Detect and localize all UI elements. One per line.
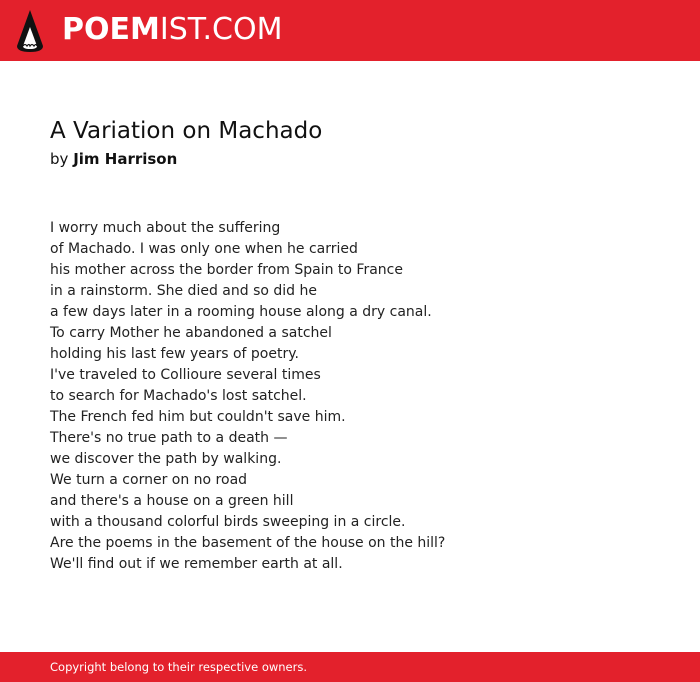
poem-line: in a rainstorm. She died and so did he <box>50 283 317 299</box>
poem-line: a few days later in a rooming house along a dry canal. <box>50 304 432 320</box>
poem-line: We turn a corner on no road <box>50 472 248 488</box>
pencil-tip-icon[interactable] <box>17 10 43 52</box>
site-footer <box>0 652 700 682</box>
poem-line: of Machado. I was only one when he carried <box>50 241 358 257</box>
site-logo-text[interactable] <box>62 12 282 48</box>
byline <box>50 148 670 170</box>
poem-title: A Variation on Machado <box>50 118 323 144</box>
poem-line: and there's a house on a green hill <box>50 493 294 509</box>
poem-line: with a thousand colorful birds sweeping in a circle. <box>50 514 406 530</box>
poem-line: his mother across the border from Spain to France <box>50 262 403 278</box>
poem-article <box>50 116 670 575</box>
poem-line: we discover the path by walking. <box>50 451 282 467</box>
brand-light: IST.COM <box>159 12 283 47</box>
site-header <box>0 0 700 61</box>
poem-line: Are the poems in the basement of the house on the hill? <box>50 535 446 551</box>
poem-line: to search for Machado's lost satchel. <box>50 388 307 404</box>
poem-line: I worry much about the suffering <box>50 220 281 236</box>
by-label: by <box>50 150 69 168</box>
poem-line: We'll find out if we remember earth at all. <box>50 556 343 572</box>
poem-line: There's no true path to a death — <box>50 430 288 446</box>
author-name[interactable]: Jim Harrison <box>73 150 178 168</box>
poem-line: I've traveled to Collioure several times <box>50 367 321 383</box>
poem-body <box>50 218 670 575</box>
poem-line: The French fed him but couldn't save him. <box>50 409 346 425</box>
brand-strong: POEM <box>62 12 160 47</box>
copyright-text: Copyright belong to their respective owners. <box>50 660 308 674</box>
poem-line: holding his last few years of poetry. <box>50 346 299 362</box>
poem-line: To carry Mother he abandoned a satchel <box>50 325 332 341</box>
